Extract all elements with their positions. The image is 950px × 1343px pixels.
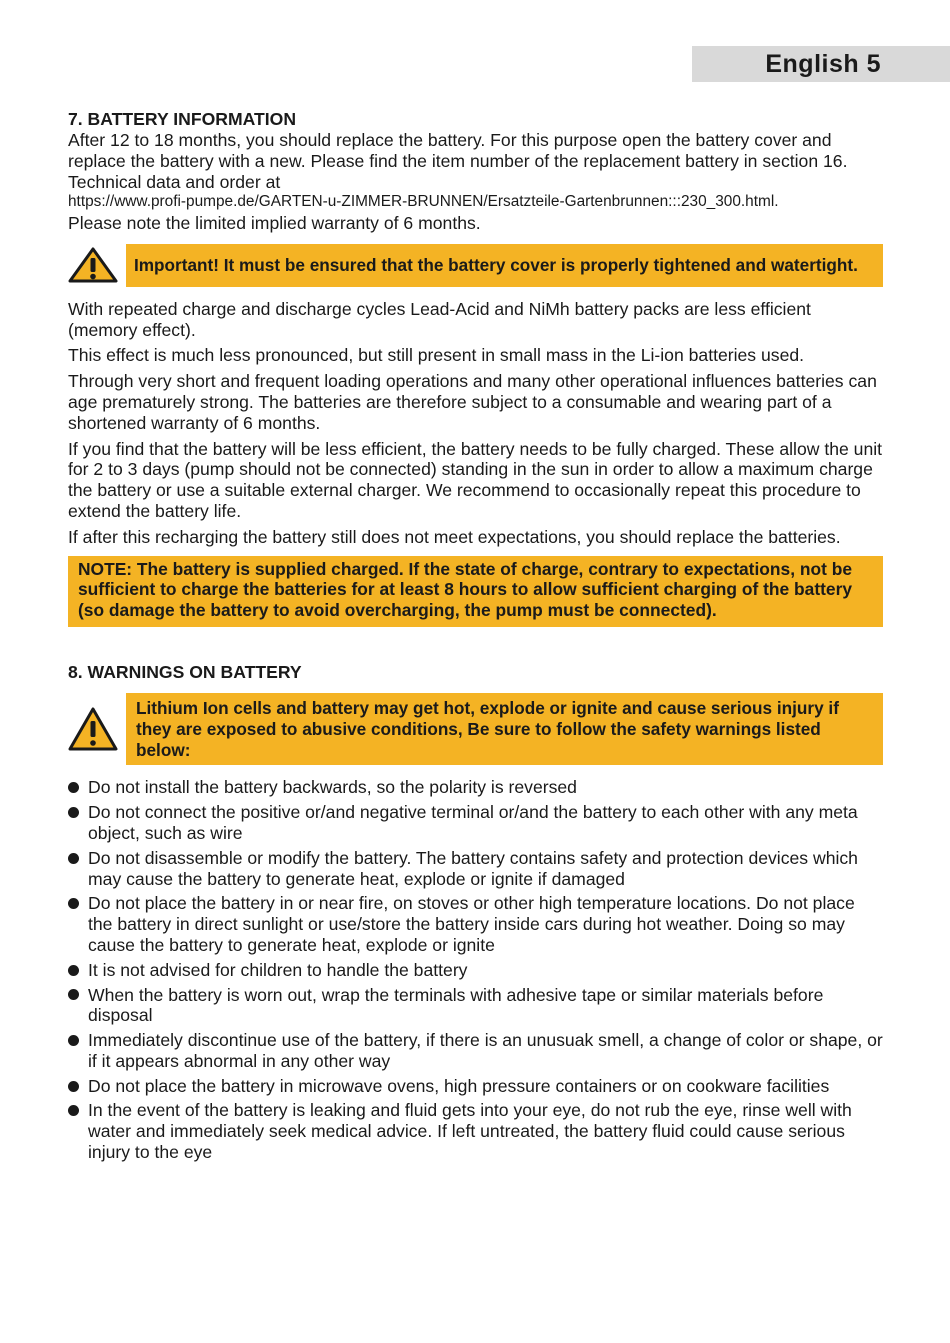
lithium-warning-text: Lithium Ion cells and battery may get hot, explode or ignite and cause serious injury if they are exposed to abusive conditions, Be sure to follow the safety warnings listed below: bbox=[126, 693, 883, 765]
note-callout: NOTE: The battery is supplied charged. If the state of charge, contrary to expectations, not be sufficient to charge the batteries for at least 8 hours to allow sufficient charging of the battery (so damage the battery to avoid overcharging, the pump must be connected). bbox=[68, 556, 883, 627]
warranty-note: Please note the limited implied warranty of 6 months. bbox=[68, 213, 481, 234]
list-item: Do not install the battery backwards, so the polarity is reversed bbox=[68, 777, 883, 798]
list-item: When the battery is worn out, wrap the terminals with adhesive tape or similar materials before disposal bbox=[68, 985, 883, 1027]
bullet-dot bbox=[68, 1030, 88, 1051]
bullet-dot bbox=[68, 777, 88, 798]
list-item: Do not place the battery in or near fire, on stoves or other high temperature locations. Do not place the battery in direct sunlight or use/store the battery inside cars during hot weather. Doing so may cause the battery to generate heat, explode or ignite bbox=[68, 893, 883, 955]
intro-paragraph: After 12 to 18 months, you should replace the battery. For this purpose open the battery cover and replace the battery with a new. Please find the item number of the replacement battery in section 16. Technical data and order at bbox=[68, 130, 848, 192]
bullet-dot bbox=[68, 893, 88, 914]
paragraph: If you find that the battery will be less efficient, the battery needs to be fully charged. These allow the unit for 2 to 3 days (pump should not be connected) standing in the sun in order to allow a maximum charge the battery or use a suitable external charger. We recommend to occasionally repeat this procedure to extend the battery life. bbox=[68, 438, 883, 521]
paragraph: Through very short and frequent loading operations and many other operational influences batteries can age prematurely strong. The batteries are therefore subject to a consumable and wearing part of a shortened warranty of 6 months. bbox=[68, 371, 877, 433]
paragraph: This effect is much less pronounced, but still present in small mass in the Li-ion batteries used. bbox=[68, 345, 805, 366]
order-url: https://www.profi-pumpe.de/GARTEN-u-ZIMMER-BRUNNEN/Ersatzteile-Gartenbrunnen:::230_300.html. bbox=[68, 193, 779, 211]
main-content bbox=[68, 108, 883, 1167]
important-callout bbox=[68, 244, 883, 287]
bullet-dot bbox=[68, 985, 88, 1006]
section-battery-information bbox=[68, 108, 883, 627]
list-item: It is not advised for children to handle the battery bbox=[68, 960, 883, 981]
list-item: Immediately discontinue use of the battery, if there is an unusuak smell, a change of color or shape, or if it appears abnormal in any other way bbox=[68, 1030, 883, 1072]
bullet-dot bbox=[68, 802, 88, 823]
section-title: 7. BATTERY INFORMATION bbox=[68, 109, 297, 129]
list-item: In the event of the battery is leaking and fluid gets into your eye, do not rub the eye, rinse well with water and immediately seek medical advice. If left untreated, the battery fluid could cause serious injury to the eye bbox=[68, 1100, 883, 1162]
paragraph: If after this recharging the battery still does not meet expectations, you should replace the batteries. bbox=[68, 526, 841, 547]
warning-triangle-icon bbox=[68, 244, 126, 287]
list-item: Do not place the battery in microwave ovens, high pressure containers or on cookware facilities bbox=[68, 1076, 883, 1097]
warning-list bbox=[68, 777, 883, 1163]
list-item: Do not connect the positive or/and negative terminal or/and the battery to each other with any meta object, such as wire bbox=[68, 802, 883, 844]
section-title: 8. WARNINGS ON BATTERY bbox=[68, 661, 302, 682]
bullet-dot bbox=[68, 960, 88, 981]
page-label: English 5 bbox=[692, 46, 950, 82]
important-text: Important! It must be ensured that the battery cover is properly tightened and watertight. bbox=[126, 244, 883, 287]
paragraph: With repeated charge and discharge cycles Lead-Acid and NiMh battery packs are less efficient (memory effect). bbox=[68, 298, 811, 340]
bullet-dot bbox=[68, 1100, 88, 1121]
lithium-warning-callout bbox=[68, 693, 883, 765]
warning-triangle-icon bbox=[68, 693, 126, 765]
section-warnings-on-battery bbox=[68, 661, 883, 1163]
bullet-dot bbox=[68, 848, 88, 869]
list-item: Do not disassemble or modify the battery. The battery contains safety and protection devices which may cause the battery to generate heat, explode or ignite if damaged bbox=[68, 848, 883, 890]
bullet-dot bbox=[68, 1076, 88, 1097]
